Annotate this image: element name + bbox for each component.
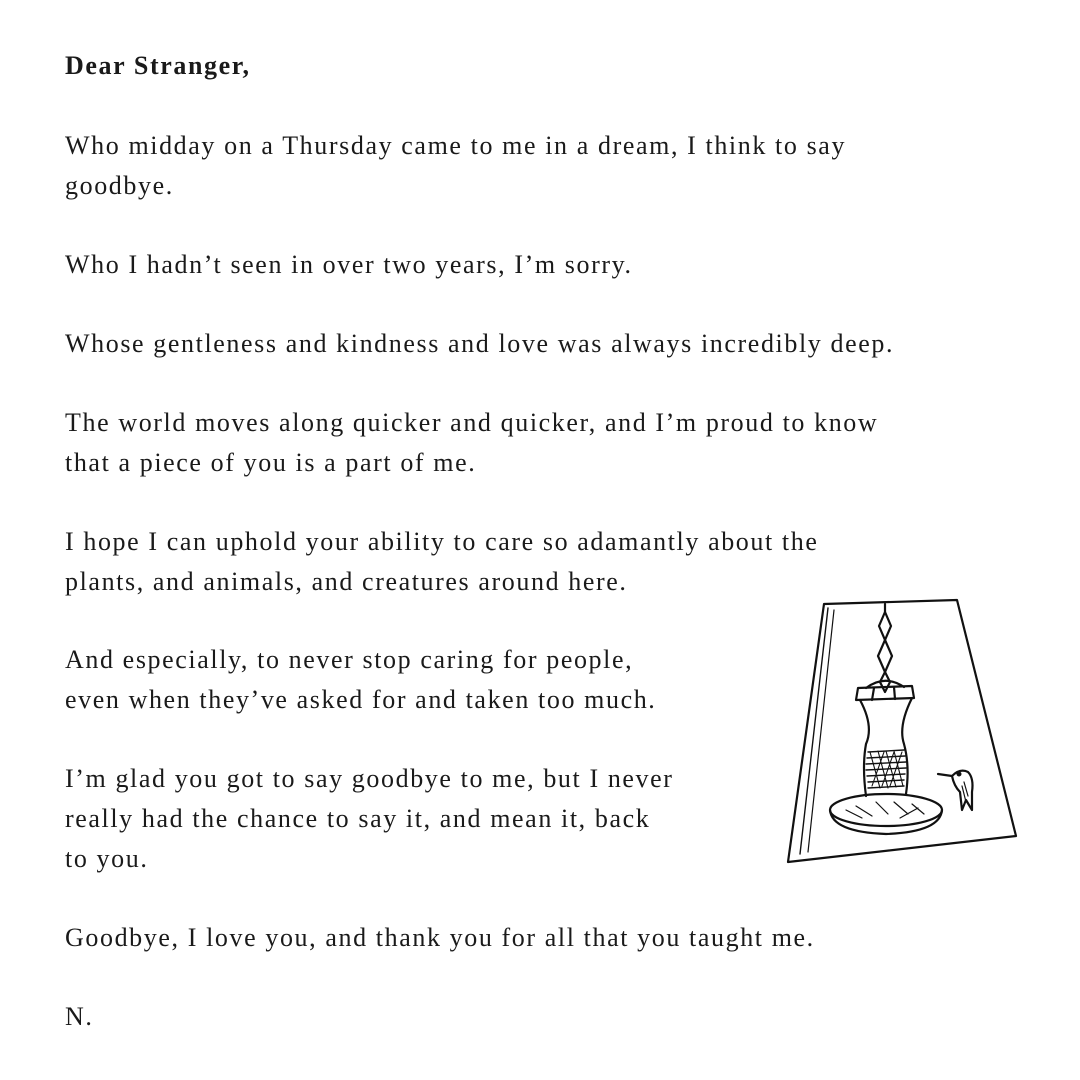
paragraph-line: Who I hadn’t seen in over two years, I’m sorry. bbox=[65, 250, 633, 279]
paragraph-line: to you. bbox=[65, 844, 149, 873]
letter bbox=[65, 40, 1045, 1031]
paragraph-line: that a piece of you is a part of me. bbox=[65, 448, 477, 477]
paragraph-line: The world moves along quicker and quicker, and I’m proud to know bbox=[65, 408, 879, 437]
paragraph-line: And especially, to never stop caring for people, bbox=[65, 645, 634, 674]
paragraph-line: Whose gentleness and kindness and love was always incredibly deep. bbox=[65, 329, 895, 358]
paragraph-glad bbox=[65, 759, 674, 879]
paragraph-dream bbox=[65, 126, 846, 206]
paragraph-line: even when they’ve asked for and taken too much. bbox=[65, 685, 657, 714]
salutation: Dear Stranger, bbox=[65, 51, 251, 80]
paragraph-gentleness bbox=[65, 324, 894, 364]
paragraph-especially bbox=[65, 640, 656, 720]
hummingbird-feeder-sketch-icon bbox=[776, 596, 1022, 868]
paragraph-line: plants, and animals, and creatures around here. bbox=[65, 567, 628, 596]
paragraph-line: goodbye. bbox=[65, 171, 174, 200]
paragraph-hope bbox=[65, 522, 819, 602]
paragraph-line: Goodbye, I love you, and thank you for all that you taught me. bbox=[65, 923, 815, 952]
paragraph-line: really had the chance to say it, and mean it, back bbox=[65, 804, 651, 833]
paragraph-sorry bbox=[65, 245, 633, 285]
paragraph-goodbye bbox=[65, 918, 815, 958]
paragraph-line: I hope I can uphold your ability to care so adamantly about the bbox=[65, 527, 819, 556]
signature: N. bbox=[65, 1002, 94, 1031]
paragraph-line: I’m glad you got to say goodbye to me, but I never bbox=[65, 764, 674, 793]
paragraph-line: Who midday on a Thursday came to me in a dream, I think to say bbox=[65, 131, 847, 160]
paragraph-world bbox=[65, 403, 878, 483]
